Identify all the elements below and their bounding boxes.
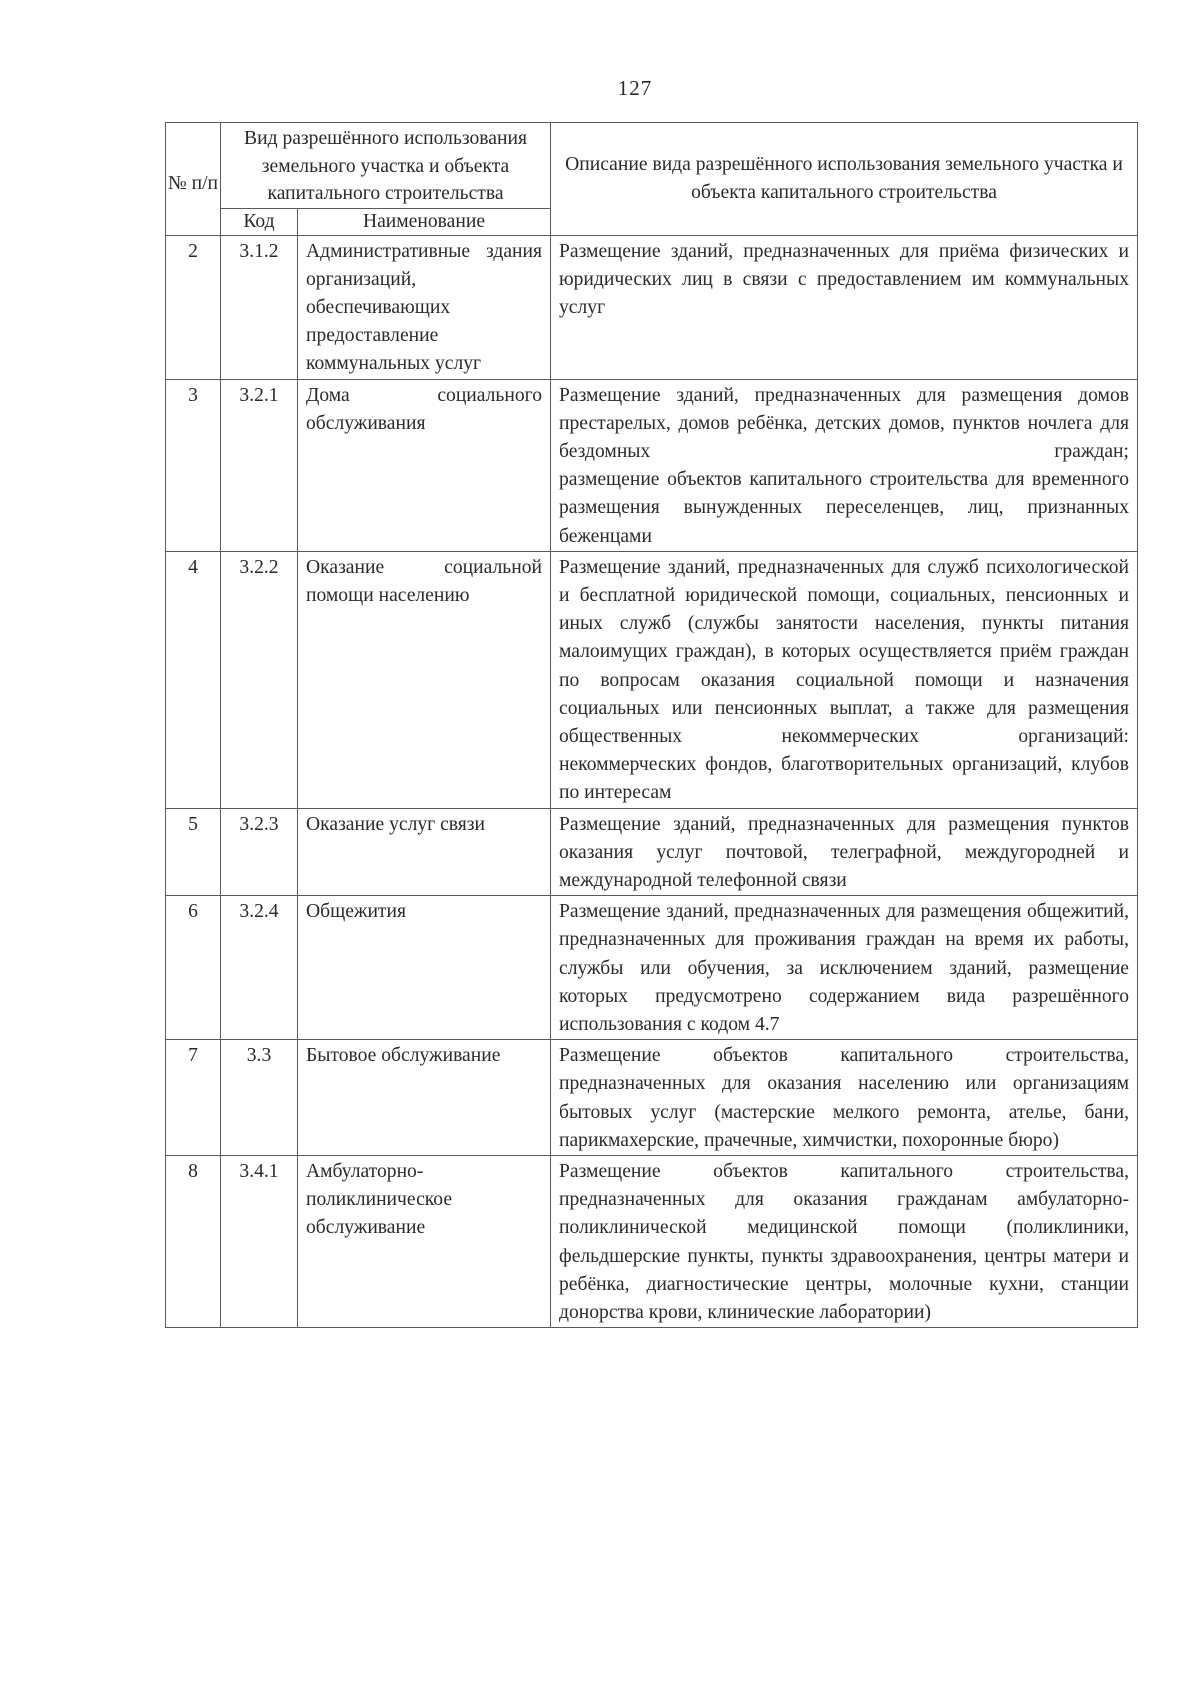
description-paragraph: Размещение зданий, предназначенных для приёма физических и юридических лиц в связи с предоставлением им коммунальных услуг bbox=[559, 240, 1129, 318]
use-description bbox=[551, 808, 1138, 896]
use-code: 3.1.2 bbox=[221, 235, 298, 379]
use-code: 3.2.4 bbox=[221, 896, 298, 1040]
row-number: 8 bbox=[166, 1156, 221, 1328]
use-code: 3.4.1 bbox=[221, 1156, 298, 1328]
table-row bbox=[166, 1040, 1138, 1156]
description-paragraph: Размещение зданий, предназначенных для служб психологической и бесплатной юридической помощи, социальных, пенсионных и иных служб (службы занятости населения, пункты питания малоимущих граждан), в которых осуществляется приём граждан по вопросам оказания социальной помощи и назначения социальных или пенсионных выплат, а также для размещения общественных некоммерческих организаций: bbox=[559, 556, 1129, 747]
header-use-type: Вид разрешённого использования земельного участка и объекта капитального строительства bbox=[221, 123, 551, 209]
use-description bbox=[551, 235, 1138, 379]
use-name: Административные здания организаций, обеспечивающих предоставление коммунальных услуг bbox=[298, 235, 551, 379]
row-number: 2 bbox=[166, 235, 221, 379]
description-paragraph: некоммерческих фондов, благотворительных организаций, клубов по интересам bbox=[559, 754, 1129, 804]
use-description bbox=[551, 551, 1138, 808]
use-name: Бытовое обслуживание bbox=[298, 1040, 551, 1156]
use-description bbox=[551, 1040, 1138, 1156]
use-code: 3.2.1 bbox=[221, 379, 298, 551]
header-description: Описание вида разрешённого использования земельного участка и объекта капитального строительства bbox=[551, 123, 1138, 236]
table-row bbox=[166, 551, 1138, 808]
description-paragraph: Размещение объектов капитального строительства, предназначенных для оказания гражданам амбулаторно-поликлинической медицинской помощи (поликлиники, фельдшерские пункты, пункты здравоохранения, центры матери и ребёнка, диагностические центры, молочные кухни, станции донорства крови, клинические лаборатории) bbox=[559, 1161, 1129, 1324]
description-paragraph: Размещение зданий, предназначенных для размещения пунктов оказания услуг почтовой, телеграфной, междугородней и международной телефонной связи bbox=[559, 813, 1129, 891]
table-row bbox=[166, 808, 1138, 896]
table-row bbox=[166, 235, 1138, 379]
table-header-row bbox=[166, 123, 1138, 209]
row-number: 7 bbox=[166, 1040, 221, 1156]
description-paragraph: Размещение зданий, предназначенных для размещения домов престарелых, домов ребёнка, детских домов, пунктов ночлега для бездомных граждан; bbox=[559, 384, 1129, 462]
table-row bbox=[166, 1156, 1138, 1328]
land-use-table bbox=[165, 122, 1138, 1328]
description-paragraph: размещение объектов капитального строительства для временного размещения вынужденных переселенцев, лиц, признанных беженцами bbox=[559, 469, 1129, 547]
use-name: Общежития bbox=[298, 896, 551, 1040]
use-code: 3.3 bbox=[221, 1040, 298, 1156]
header-name: Наименование bbox=[298, 208, 551, 235]
description-paragraph: Размещение объектов капитального строительства, предназначенных для оказания населению или организациям бытовых услуг (мастерские мелкого ремонта, ателье, бани, парикмахерские, прачечные, химчистки, похоронные бюро) bbox=[559, 1045, 1129, 1151]
use-code: 3.2.3 bbox=[221, 808, 298, 896]
row-number: 4 bbox=[166, 551, 221, 808]
row-number: 5 bbox=[166, 808, 221, 896]
use-name: Амбулаторно-поликлиническое обслуживание bbox=[298, 1156, 551, 1328]
use-description bbox=[551, 896, 1138, 1040]
page-number: 127 bbox=[617, 76, 653, 100]
row-number: 6 bbox=[166, 896, 221, 1040]
table-row bbox=[166, 896, 1138, 1040]
description-paragraph: Размещение зданий, предназначенных для размещения общежитий, предназначенных для проживания граждан на время их работы, службы или обучения, за исключением зданий, размещение которых предусмотрено содержанием вида разрешённого использования с кодом 4.7 bbox=[559, 901, 1129, 1035]
table-row bbox=[166, 379, 1138, 551]
use-name: Дома социального обслуживания bbox=[298, 379, 551, 551]
use-name: Оказание услуг связи bbox=[298, 808, 551, 896]
row-number: 3 bbox=[166, 379, 221, 551]
header-number: № п/п bbox=[166, 123, 221, 236]
use-name: Оказание социальной помощи населению bbox=[298, 551, 551, 808]
use-description bbox=[551, 1156, 1138, 1328]
use-description bbox=[551, 379, 1138, 551]
header-code: Код bbox=[221, 208, 298, 235]
use-code: 3.2.2 bbox=[221, 551, 298, 808]
